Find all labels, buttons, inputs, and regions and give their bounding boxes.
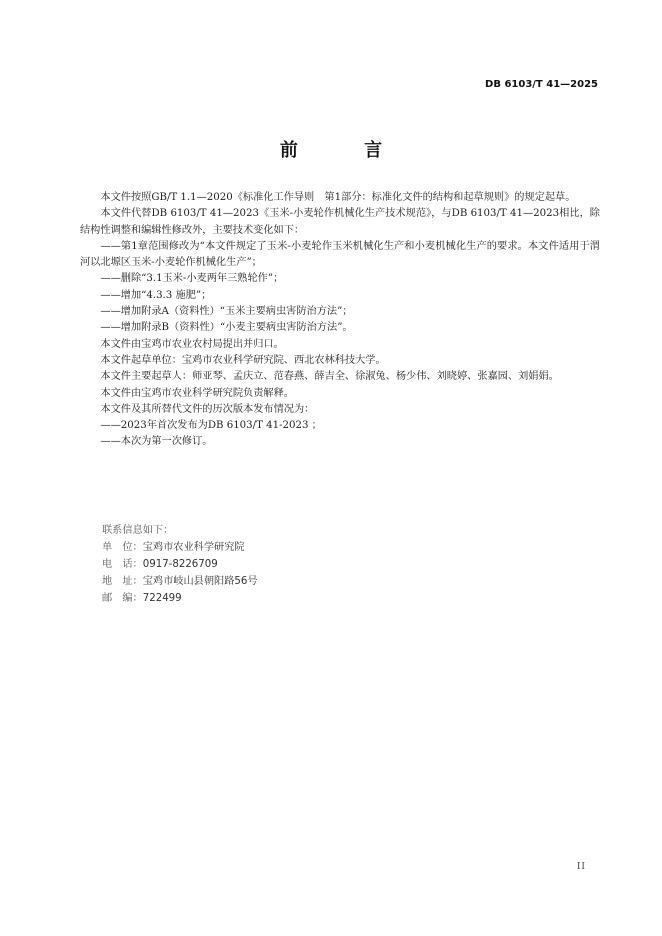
contact-address-value: 宝鸡市岐山县朝阳路56号 [142, 576, 258, 587]
paragraph-interpretation: 本文件由宝鸡市农业科学研究院负责解释。 [100, 387, 294, 399]
paragraph-drafting-rules: 本文件按照GB/T 1.1—2020《标准化工作导则 第1部分：标准化文件的结构和起草规则》的规定起草。 [100, 192, 576, 203]
paragraph-history: 本文件及其所替代文件的历次版本发布情况为： [100, 403, 315, 415]
standard-code: DB 6103/T 41—2025 [485, 79, 598, 90]
paragraph-proposer: 本文件由宝鸡市农业农村局提出并归口。 [100, 338, 284, 350]
history-item-first: ——2023年首次发布为DB 6103/T 41-2023 ； [100, 420, 322, 432]
change-item-fertilization: ——增加“4.3.3 施肥”； [100, 289, 212, 301]
contact-info [102, 522, 258, 607]
foreword-body [80, 190, 600, 451]
contact-address-row [102, 573, 258, 590]
paragraph-replacement: 本文件代替DB 6103/T 41—2023《玉米-小麦轮作机械化生产技术规范》，与DB 6103/T 41—2023相比，除结构性调整和编辑性修改外，主要技术变化如下： [80, 208, 600, 236]
contact-address-label: 地 址： [102, 576, 143, 587]
contact-phone-label: 电 话： [102, 559, 143, 570]
change-item-delete: ——删除“3.1玉米-小麦两年三熟轮作”； [100, 273, 284, 285]
contact-unit-label: 单 位： [102, 542, 143, 553]
contact-phone-row [102, 556, 258, 573]
contact-phone-value: 0917-8226709 [142, 559, 218, 570]
page-number: II [576, 862, 586, 872]
change-item-annex-b: ——增加附录B（资料性）“小麦主要病虫害防治方法”。 [100, 322, 353, 334]
change-item-scope: ——第1章范围修改为“本文件规定了玉米-小麦轮作玉米机械化生产和小麦机械化生产的要求。本文件适用于渭河以北塬区玉米-小麦轮作机械化生产”； [80, 240, 600, 269]
contact-unit-row [102, 539, 258, 556]
history-item-revision: ——本次为第一次修订。 [100, 436, 213, 448]
contact-heading: 联系信息如下： [102, 525, 174, 536]
contact-postcode-value: 722499 [142, 593, 182, 604]
page-title: 前 言 [279, 140, 413, 161]
paragraph-drafting-units: 本文件起草单位：宝鸡市农业科学研究院、西北农林科技大学。 [100, 354, 386, 366]
paragraph-drafters: 本文件主要起草人：师亚琴、孟庆立、范春燕、薛吉全、徐淑兔、杨少伟、刘晓婷、张嘉园、刘娟娟。 [100, 371, 559, 383]
contact-postcode-label: 邮 编： [102, 593, 143, 604]
contact-postcode-row [102, 590, 258, 607]
change-item-annex-a: ——增加附录A（资料性）“玉米主要病虫害防治方法”； [100, 306, 353, 318]
contact-unit-value: 宝鸡市农业科学研究院 [142, 542, 245, 553]
